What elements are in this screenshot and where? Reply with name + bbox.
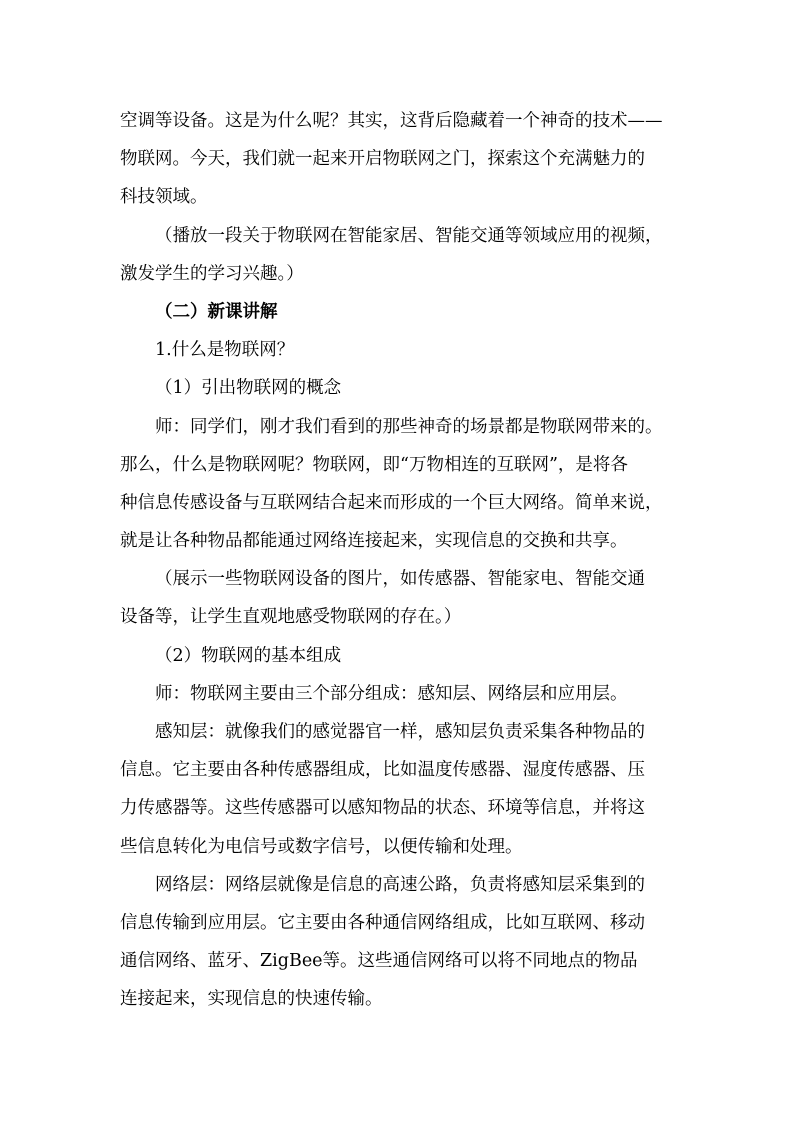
text-line: 网络层：网络层就像是信息的高速公路，负责将感知层采集到的 (155, 874, 645, 895)
text-line: 空调等设备。这是为什么呢？其实，这背后隐藏着一个神奇的技术—— (120, 111, 663, 131)
text-line: 信息传输到应用层。它主要由各种通信网络组成，比如互联网、移动 (120, 912, 645, 933)
text-line: 那么，什么是物联网呢？物联网，即“万物相连的互联网”，是将各 (120, 454, 628, 475)
text-line: （播放一段关于物联网在智能家居、智能交通等领域应用的视频， (155, 225, 663, 246)
subsection-heading: 1.什么是物联网？ (155, 340, 295, 361)
text-line: 科技领域。 (120, 187, 208, 208)
document-body (120, 102, 680, 1019)
text-line: 师：物联网主要由三个部分组成：感知层、网络层和应用层。 (155, 683, 628, 704)
subsection-heading: （2）物联网的基本组成 (155, 645, 342, 666)
subsection-heading: （1）引出物联网的概念 (155, 378, 342, 399)
text-line: 信息。它主要由各种传感器组成，比如温度传感器、湿度传感器、压 (120, 760, 645, 781)
text-line: 激发学生的学习兴趣。） (120, 263, 304, 284)
text-line: 通信网络、蓝牙、ZigBee等。这些通信网络可以将不同地点的物品 (120, 951, 638, 972)
text-line: 设备等，让学生直观地感受物联网的存在。） (120, 607, 462, 628)
text-line: 种信息传感设备与互联网结合起来而形成的一个巨大网络。简单来说， (120, 492, 663, 513)
text-line: 就是让各种物品都能通过网络连接起来，实现信息的交换和共享。 (120, 531, 628, 552)
text-line: 物联网。今天，我们就一起来开启物联网之门，探索这个充满魅力的 (120, 149, 645, 170)
text-line: 师：同学们，刚才我们看到的那些神奇的场景都是物联网带来的。 (155, 416, 663, 437)
text-line: 些信息转化为电信号或数字信号，以便传输和处理。 (120, 836, 523, 857)
text-line: 感知层：就像我们的感觉器官一样，感知层负责采集各种物品的 (155, 722, 645, 742)
text-line: 连接起来，实现信息的快速传输。 (120, 989, 383, 1010)
text-line: 力传感器等。这些传感器可以感知物品的状态、环境等信息，并将这 (120, 798, 645, 819)
section-heading: （二）新课讲解 (155, 301, 278, 322)
text-line: （展示一些物联网设备的图片，如传感器、智能家电、智能交通 (155, 569, 645, 590)
